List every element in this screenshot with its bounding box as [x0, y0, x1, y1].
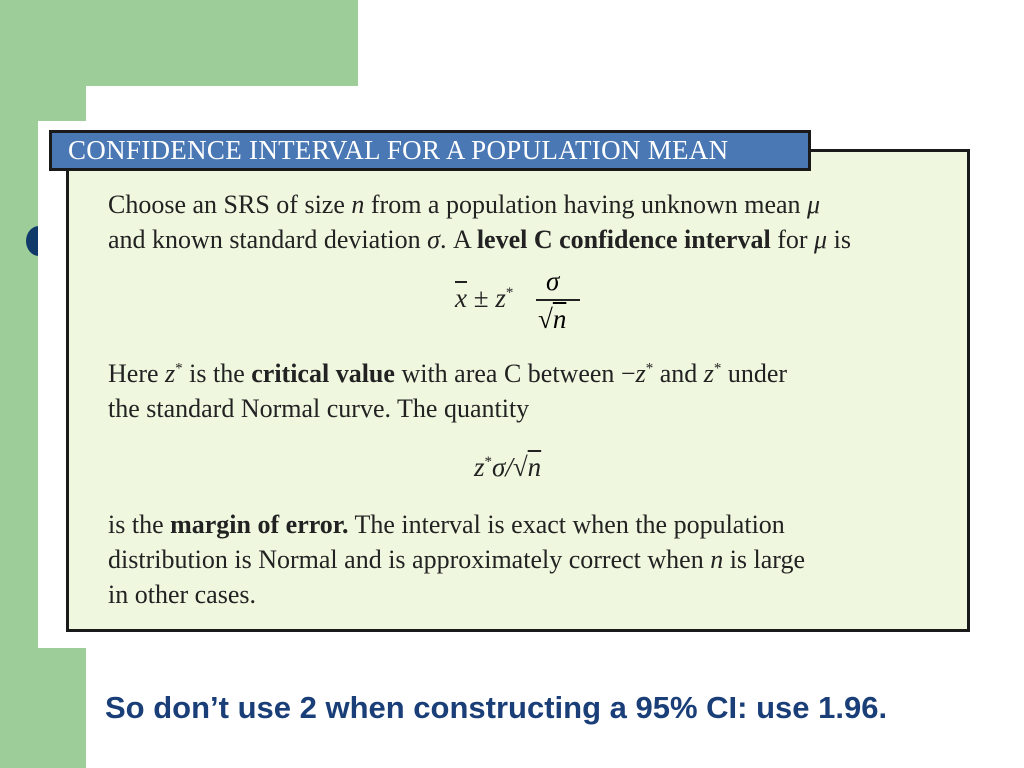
formula-1-left: $\overline{x} \pm z^*$ — [455, 283, 514, 313]
formula-1-denominator: √n — [538, 304, 567, 334]
paragraph-3-line-2: distribution is Normal and is approximately correct when n is large — [108, 545, 806, 574]
paragraph-1-line-2: and known standard deviation σ. A level C confidence interval for μ is — [108, 225, 851, 254]
box-title: CONFIDENCE INTERVAL FOR A POPULATION MEAN — [49, 130, 811, 171]
paragraph-3-line-1: is the margin of error. The interval is exact when the population — [108, 510, 785, 539]
paragraph-2-line-2: the standard Normal curve. The quantity — [108, 394, 530, 423]
footer-note: So don’t use 2 when constructing a 95% CI: use 1.96. — [105, 690, 888, 725]
top-green-block — [86, 0, 358, 86]
paragraph-1-line-1: Choose an SRS of size n from a population having unknown mean μ — [108, 190, 821, 219]
margin-of-error-formula: z*σ/√n — [474, 452, 542, 482]
paragraph-2-line-1: Here z* is the critical value with area C between −z* and z* under — [108, 359, 788, 388]
paragraph-3-line-3: in other cases. — [108, 580, 257, 609]
formula-1-numerator: σ — [546, 266, 560, 296]
formula-1-fraction-bar — [536, 299, 580, 301]
